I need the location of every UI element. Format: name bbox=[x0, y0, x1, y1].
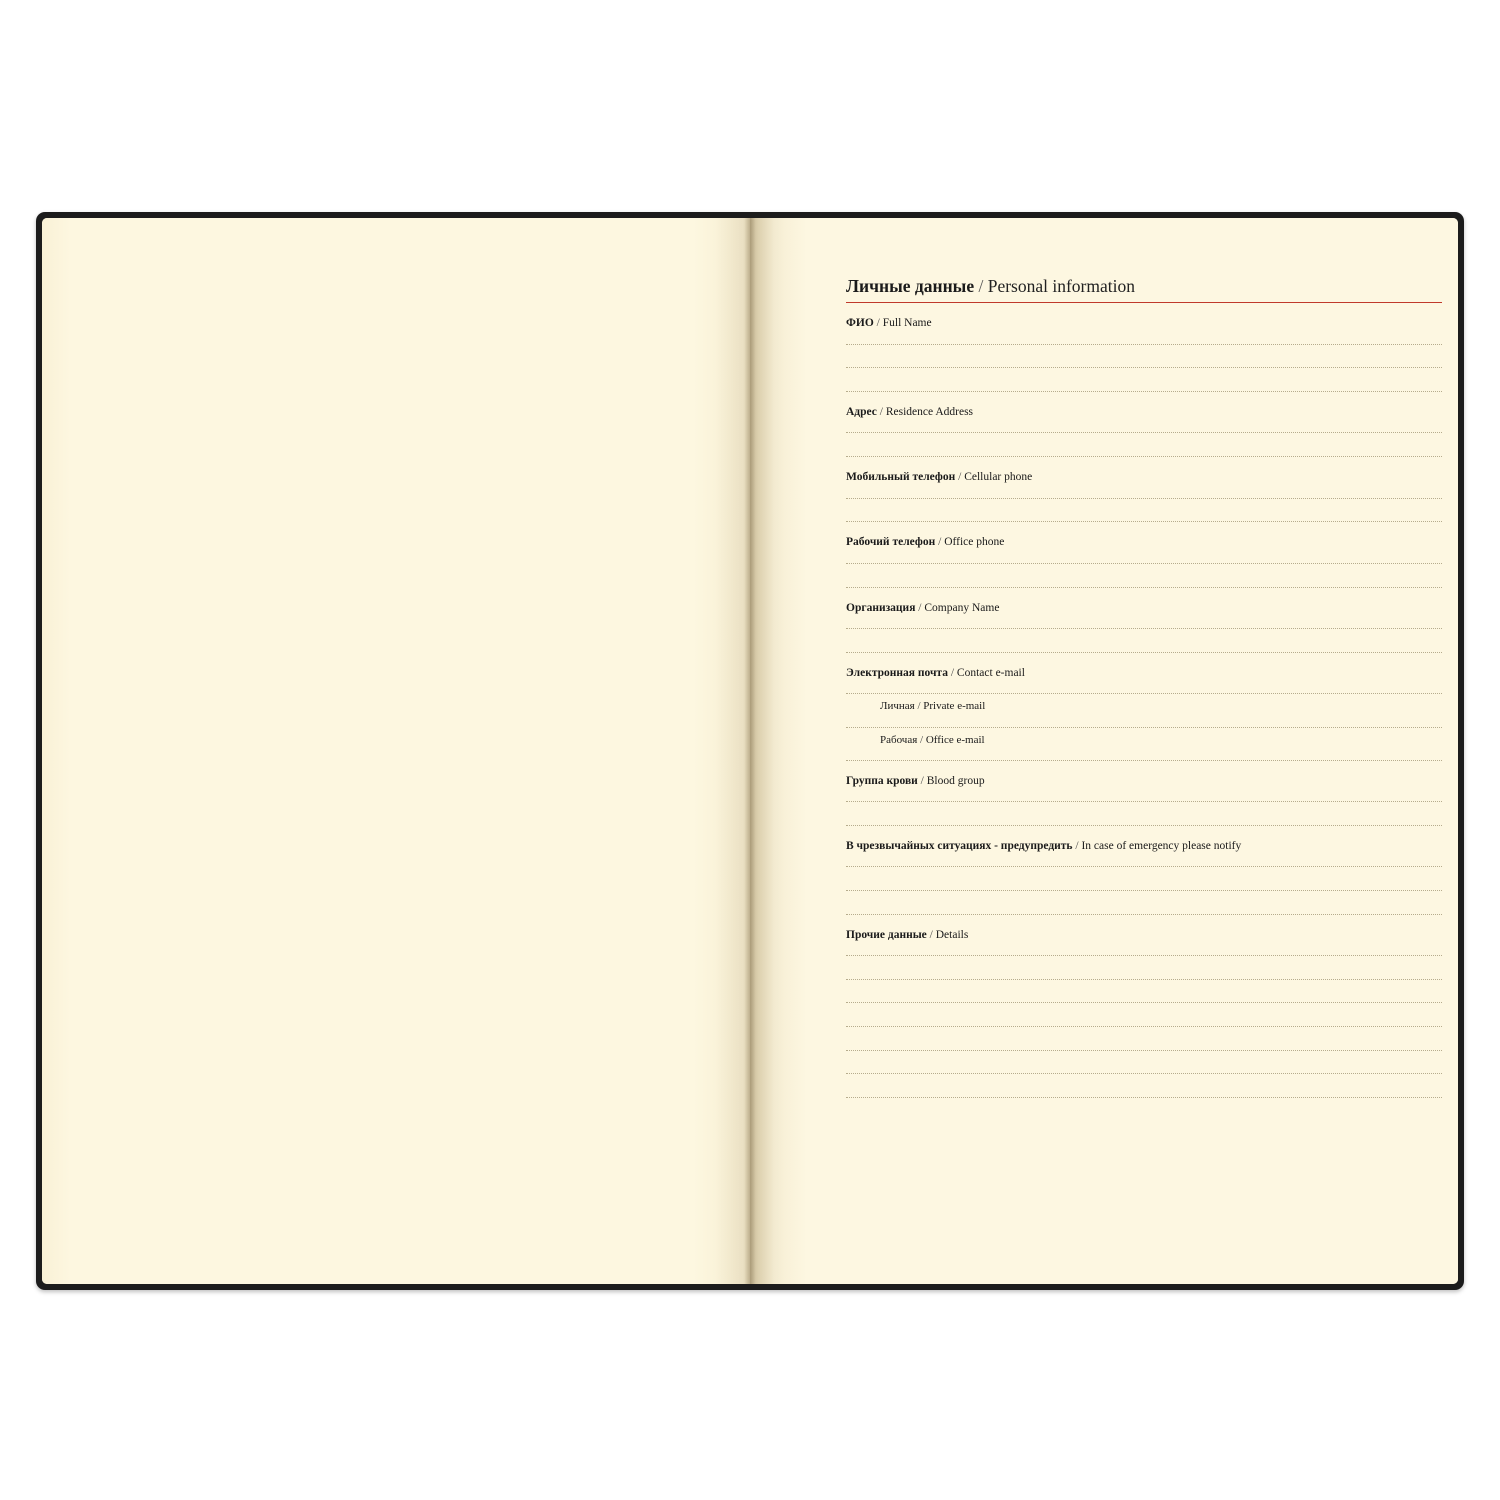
label-en: Cellular phone bbox=[964, 471, 1033, 484]
field-label-full-name bbox=[846, 317, 1442, 330]
field-label-office-email bbox=[880, 734, 1442, 746]
rule-line[interactable] bbox=[846, 790, 1442, 802]
label-separator: / bbox=[876, 317, 880, 329]
label-en: Blood group bbox=[926, 774, 985, 787]
rule-line[interactable] bbox=[846, 345, 1442, 369]
label-separator: / bbox=[958, 471, 962, 484]
left-blank-page bbox=[42, 218, 750, 1284]
field-label-cellular-phone bbox=[846, 471, 1442, 484]
label-separator: / bbox=[917, 700, 921, 713]
field-label-office-phone bbox=[846, 536, 1442, 549]
field-contact-email bbox=[846, 667, 1442, 695]
field-office-phone bbox=[846, 536, 1442, 587]
rule-line[interactable] bbox=[846, 802, 1442, 826]
label-en: Full Name bbox=[882, 317, 932, 329]
write-lines-contact-email[interactable] bbox=[846, 682, 1442, 694]
notebook-cover bbox=[36, 212, 1464, 1290]
label-separator: / bbox=[920, 733, 924, 746]
label-ru: Электронная почта bbox=[846, 666, 948, 679]
write-lines-private-email[interactable] bbox=[846, 716, 1442, 728]
label-ru: Мобильный телефон bbox=[846, 471, 956, 484]
label-en: Company Name bbox=[924, 601, 1000, 614]
field-label-residence-address bbox=[846, 406, 1442, 419]
field-label-private-email bbox=[880, 700, 1442, 712]
label-en: Contact e-mail bbox=[956, 666, 1025, 679]
field-label-emergency-contact bbox=[846, 840, 1442, 853]
rule-line[interactable] bbox=[846, 944, 1442, 956]
rule-line[interactable] bbox=[846, 1027, 1442, 1051]
field-label-blood-group bbox=[846, 775, 1442, 788]
rule-line[interactable] bbox=[846, 552, 1442, 564]
field-details bbox=[846, 929, 1442, 1098]
write-lines-full-name[interactable] bbox=[846, 333, 1442, 392]
field-blood-group bbox=[846, 775, 1442, 826]
field-emergency-contact bbox=[846, 840, 1442, 915]
write-lines-emergency-contact[interactable] bbox=[846, 855, 1442, 914]
rule-line[interactable] bbox=[846, 867, 1442, 891]
label-en: Private e-mail bbox=[923, 700, 986, 713]
rule-line[interactable] bbox=[846, 855, 1442, 867]
label-ru: Адрес bbox=[846, 405, 877, 418]
rule-line[interactable] bbox=[846, 1051, 1442, 1075]
rule-line[interactable] bbox=[846, 716, 1442, 728]
field-full-name bbox=[846, 317, 1442, 392]
rule-line[interactable] bbox=[846, 368, 1442, 392]
rule-line[interactable] bbox=[846, 629, 1442, 653]
right-form-page bbox=[750, 218, 1458, 1284]
rule-line[interactable] bbox=[846, 421, 1442, 433]
notebook-spread bbox=[42, 218, 1458, 1284]
label-en: In case of emergency please notify bbox=[1081, 839, 1242, 852]
label-separator: / bbox=[938, 536, 942, 549]
rule-line[interactable] bbox=[846, 749, 1442, 761]
rule-line[interactable] bbox=[846, 1074, 1442, 1098]
rule-line[interactable] bbox=[846, 1003, 1442, 1027]
write-lines-company-name[interactable] bbox=[846, 617, 1442, 653]
rule-line[interactable] bbox=[846, 499, 1442, 523]
label-ru: Личная bbox=[880, 700, 915, 713]
label-separator: / bbox=[920, 774, 924, 787]
label-en: Details bbox=[935, 928, 969, 941]
rule-line[interactable] bbox=[846, 487, 1442, 499]
page-title-en: Personal information bbox=[987, 276, 1135, 296]
write-lines-details[interactable] bbox=[846, 944, 1442, 1098]
rule-line[interactable] bbox=[846, 980, 1442, 1004]
label-ru: Рабочая bbox=[880, 733, 918, 746]
label-separator: / bbox=[879, 405, 883, 418]
field-label-company-name bbox=[846, 602, 1442, 615]
write-lines-office-phone[interactable] bbox=[846, 552, 1442, 588]
personal-information-form bbox=[846, 276, 1442, 1098]
rule-line[interactable] bbox=[846, 433, 1442, 457]
write-lines-cellular-phone[interactable] bbox=[846, 487, 1442, 523]
field-company-name bbox=[846, 602, 1442, 653]
label-separator: / bbox=[929, 928, 933, 941]
label-separator: / bbox=[918, 601, 922, 614]
rule-line[interactable] bbox=[846, 956, 1442, 980]
label-separator: / bbox=[950, 666, 955, 679]
label-ru: Группа крови bbox=[846, 774, 918, 787]
page-title-separator: / bbox=[978, 276, 984, 296]
page-title bbox=[846, 276, 1442, 303]
label-ru: Рабочий телефон bbox=[846, 536, 936, 549]
field-label-contact-email bbox=[846, 667, 1442, 680]
label-ru: В чрезвычайных ситуациях - предупредить bbox=[846, 839, 1073, 852]
write-lines-blood-group[interactable] bbox=[846, 790, 1442, 826]
write-lines-office-email[interactable] bbox=[846, 749, 1442, 761]
rule-line[interactable] bbox=[846, 333, 1442, 345]
rule-line[interactable] bbox=[846, 891, 1442, 915]
rule-line[interactable] bbox=[846, 617, 1442, 629]
field-office-email bbox=[846, 734, 1442, 761]
label-en: Office phone bbox=[944, 536, 1005, 549]
page-title-ru: Личные данные bbox=[846, 276, 975, 296]
rule-line[interactable] bbox=[846, 564, 1442, 588]
write-lines-residence-address[interactable] bbox=[846, 421, 1442, 457]
field-cellular-phone bbox=[846, 471, 1442, 522]
label-ru: Организация bbox=[846, 601, 916, 614]
label-ru: ФИО bbox=[846, 317, 874, 329]
field-label-details bbox=[846, 929, 1442, 942]
field-residence-address bbox=[846, 406, 1442, 457]
field-private-email bbox=[846, 700, 1442, 727]
rule-line[interactable] bbox=[846, 682, 1442, 694]
label-en: Residence Address bbox=[885, 405, 974, 418]
label-separator: / bbox=[1075, 839, 1079, 852]
label-ru: Прочие данные bbox=[846, 928, 927, 941]
label-en: Office e-mail bbox=[925, 733, 985, 746]
